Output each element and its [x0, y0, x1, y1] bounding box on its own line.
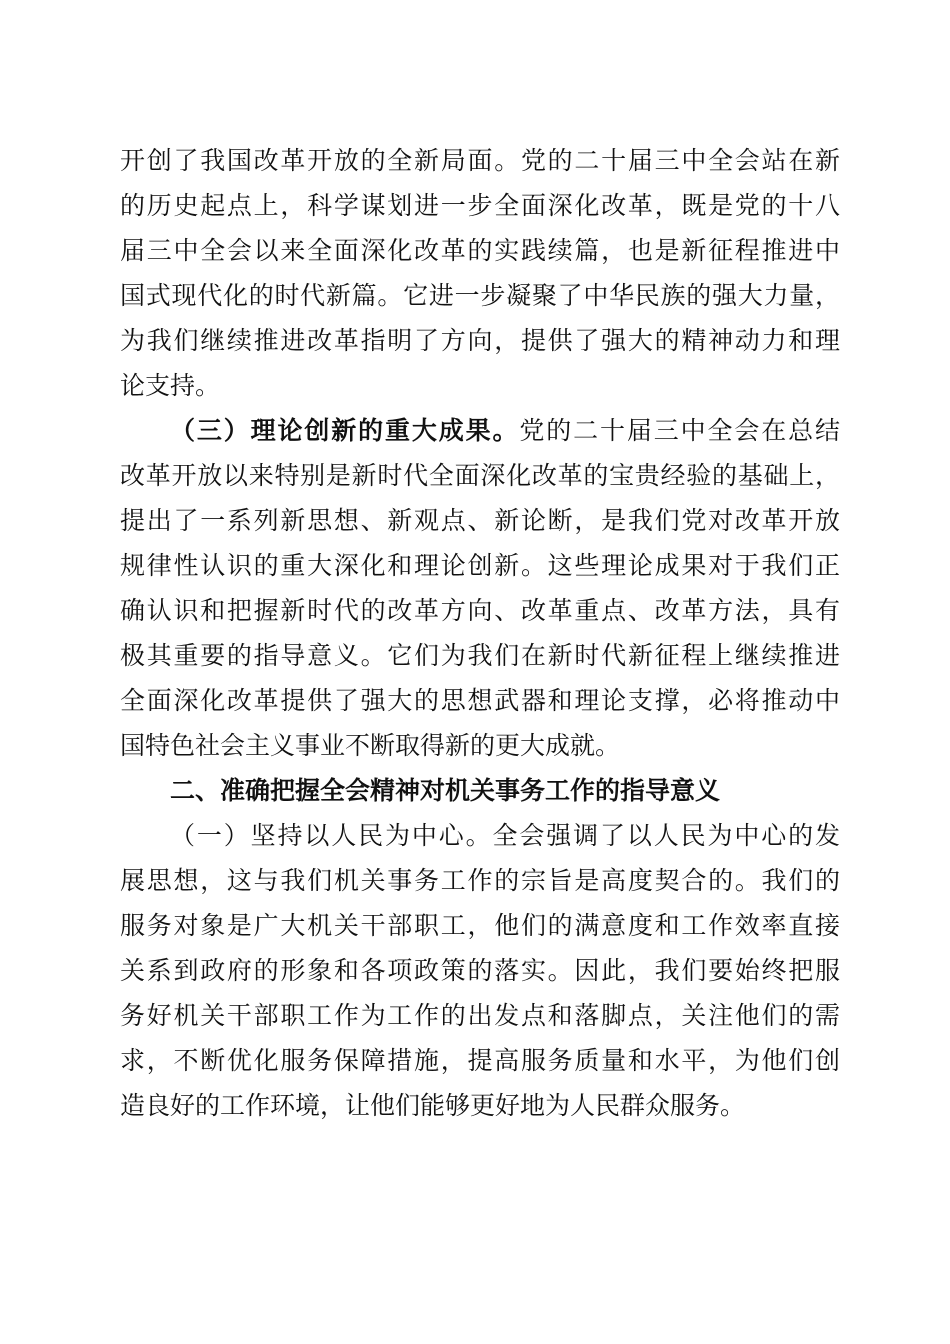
text-line: 国式现代化的时代新篇。它进一步凝聚了中华民族的强大力量， — [120, 281, 840, 310]
text-line: 国特色社会主义事业不断取得新的更大成就。 — [120, 731, 621, 760]
text-line: 的历史起点上，科学谋划进一步全面深化改革，既是党的十八 — [120, 191, 840, 220]
text-line-first: （一）坚持以人民为中心。全会强调了以人民为中心的发 — [170, 821, 840, 850]
paragraph-people-centered — [120, 813, 840, 1128]
text-line: 关系到政府的形象和各项政策的落实。因此，我们要始终把服 — [120, 956, 840, 985]
text-line: 规律性认识的重大深化和理论创新。这些理论成果对于我们正 — [120, 551, 840, 580]
text-line: 确认识和把握新时代的改革方向、改革重点、改革方法，具有 — [120, 596, 840, 625]
text-line: 改革开放以来特别是新时代全面深化改革的宝贵经验的基础上， — [120, 461, 840, 490]
text-line: 造良好的工作环境，让他们能够更好地为人民群众服务。 — [120, 1091, 746, 1120]
section-heading: 二、准确把握全会精神对机关事务工作的指导意义 — [170, 776, 721, 805]
text-run: 党的二十届三中全会在总结 — [519, 416, 840, 445]
text-line: 服务对象是广大机关干部职工，他们的满意度和工作效率直接 — [120, 911, 840, 940]
subheading-3: （三）理论创新的重大成果。 — [170, 416, 520, 445]
text-line: 开创了我国改革开放的全新局面。党的二十届三中全会站在新 — [120, 146, 840, 175]
text-line: 为我们继续推进改革指明了方向，提供了强大的精神动力和理 — [120, 326, 840, 355]
paragraph-theory-innovation — [120, 408, 840, 768]
paragraph-continuation — [120, 138, 840, 408]
text-line: 全面深化改革提供了强大的思想武器和理论支撑，必将推动中 — [120, 686, 840, 715]
text-line: 务好机关干部职工作为工作的出发点和落脚点，关注他们的需 — [120, 1001, 840, 1030]
text-line: 极其重要的指导意义。它们为我们在新时代新征程上继续推进 — [120, 641, 840, 670]
document-body — [120, 138, 840, 1128]
text-line-first — [120, 408, 840, 453]
text-line: 求，不断优化服务保障措施，提高服务质量和水平，为他们创 — [120, 1046, 840, 1075]
text-line: 论支持。 — [120, 371, 221, 400]
text-line: 展思想，这与我们机关事务工作的宗旨是高度契合的。我们的 — [120, 866, 840, 895]
text-line: 提出了一系列新思想、新观点、新论断，是我们党对改革开放 — [120, 506, 840, 535]
text-line: 届三中全会以来全面深化改革的实践续篇，也是新征程推进中 — [120, 236, 840, 265]
